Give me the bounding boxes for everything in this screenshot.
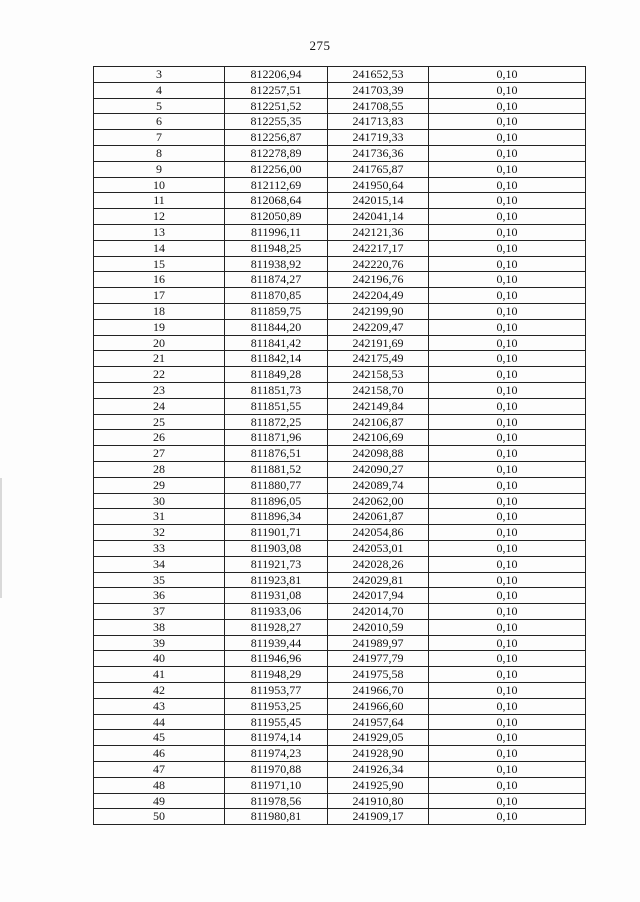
table-row — [94, 762, 586, 778]
table-row — [94, 667, 586, 683]
point-number-cell: 22 — [94, 367, 225, 383]
x-coordinate-cell: 811970,88 — [225, 762, 328, 778]
value-cell: 0,10 — [429, 67, 586, 83]
x-coordinate-cell: 811928,27 — [225, 619, 328, 635]
value-cell: 0,10 — [429, 382, 586, 398]
y-coordinate-cell: 241957,64 — [328, 714, 429, 730]
table-row — [94, 793, 586, 809]
table-row — [94, 714, 586, 730]
point-number-cell: 38 — [94, 619, 225, 635]
value-cell: 0,10 — [429, 256, 586, 272]
point-number-cell: 45 — [94, 730, 225, 746]
y-coordinate-cell: 241928,90 — [328, 746, 429, 762]
x-coordinate-cell: 811849,28 — [225, 367, 328, 383]
value-cell: 0,10 — [429, 651, 586, 667]
point-number-cell: 25 — [94, 414, 225, 430]
y-coordinate-cell: 242196,76 — [328, 272, 429, 288]
x-coordinate-cell: 811903,08 — [225, 540, 328, 556]
x-coordinate-cell: 811901,71 — [225, 525, 328, 541]
point-number-cell: 17 — [94, 288, 225, 304]
y-coordinate-cell: 242062,00 — [328, 493, 429, 509]
point-number-cell: 28 — [94, 461, 225, 477]
table-row — [94, 398, 586, 414]
value-cell: 0,10 — [429, 809, 586, 825]
x-coordinate-cell: 811978,56 — [225, 793, 328, 809]
y-coordinate-cell: 242089,74 — [328, 477, 429, 493]
table-row — [94, 509, 586, 525]
point-number-cell: 43 — [94, 698, 225, 714]
x-coordinate-cell: 811870,85 — [225, 288, 328, 304]
value-cell: 0,10 — [429, 604, 586, 620]
point-number-cell: 31 — [94, 509, 225, 525]
x-coordinate-cell: 811953,77 — [225, 683, 328, 699]
x-coordinate-cell: 811974,14 — [225, 730, 328, 746]
value-cell: 0,10 — [429, 762, 586, 778]
x-coordinate-cell: 812257,51 — [225, 82, 328, 98]
point-number-cell: 32 — [94, 525, 225, 541]
point-number-cell: 21 — [94, 351, 225, 367]
table-row — [94, 130, 586, 146]
x-coordinate-cell: 811933,06 — [225, 604, 328, 620]
x-coordinate-cell: 812050,89 — [225, 209, 328, 225]
table-row — [94, 256, 586, 272]
point-number-cell: 48 — [94, 777, 225, 793]
x-coordinate-cell: 812251,52 — [225, 98, 328, 114]
y-coordinate-cell: 242041,14 — [328, 209, 429, 225]
y-coordinate-cell: 241909,17 — [328, 809, 429, 825]
table-row — [94, 272, 586, 288]
y-coordinate-cell: 241925,90 — [328, 777, 429, 793]
value-cell: 0,10 — [429, 193, 586, 209]
value-cell: 0,10 — [429, 319, 586, 335]
table-row — [94, 82, 586, 98]
y-coordinate-cell: 241977,79 — [328, 651, 429, 667]
y-coordinate-cell: 242028,26 — [328, 556, 429, 572]
value-cell: 0,10 — [429, 224, 586, 240]
value-cell: 0,10 — [429, 588, 586, 604]
x-coordinate-cell: 812068,64 — [225, 193, 328, 209]
x-coordinate-cell: 811842,14 — [225, 351, 328, 367]
point-number-cell: 15 — [94, 256, 225, 272]
table-row — [94, 351, 586, 367]
table-row — [94, 604, 586, 620]
y-coordinate-cell: 242121,36 — [328, 224, 429, 240]
point-number-cell: 29 — [94, 477, 225, 493]
table-row — [94, 477, 586, 493]
value-cell: 0,10 — [429, 446, 586, 462]
y-coordinate-cell: 241765,87 — [328, 161, 429, 177]
point-number-cell: 42 — [94, 683, 225, 699]
x-coordinate-cell: 812112,69 — [225, 177, 328, 193]
table-row — [94, 161, 586, 177]
table-row — [94, 98, 586, 114]
table-row — [94, 335, 586, 351]
table-row — [94, 414, 586, 430]
table-row — [94, 683, 586, 699]
table-row — [94, 209, 586, 225]
value-cell: 0,10 — [429, 793, 586, 809]
point-number-cell: 3 — [94, 67, 225, 83]
point-number-cell: 8 — [94, 145, 225, 161]
value-cell: 0,10 — [429, 493, 586, 509]
y-coordinate-cell: 241966,60 — [328, 698, 429, 714]
y-coordinate-cell: 242106,69 — [328, 430, 429, 446]
x-coordinate-cell: 811874,27 — [225, 272, 328, 288]
table-row — [94, 430, 586, 446]
y-coordinate-cell: 242010,59 — [328, 619, 429, 635]
value-cell: 0,10 — [429, 161, 586, 177]
y-coordinate-cell: 241713,83 — [328, 114, 429, 130]
point-number-cell: 16 — [94, 272, 225, 288]
y-coordinate-cell: 242217,17 — [328, 240, 429, 256]
point-number-cell: 40 — [94, 651, 225, 667]
table-row — [94, 114, 586, 130]
x-coordinate-cell: 812206,94 — [225, 67, 328, 83]
y-coordinate-cell: 241989,97 — [328, 635, 429, 651]
y-coordinate-cell: 241703,39 — [328, 82, 429, 98]
point-number-cell: 26 — [94, 430, 225, 446]
point-number-cell: 37 — [94, 604, 225, 620]
y-coordinate-cell: 241708,55 — [328, 98, 429, 114]
value-cell: 0,10 — [429, 177, 586, 193]
point-number-cell: 4 — [94, 82, 225, 98]
page-number: 275 — [309, 38, 331, 53]
value-cell: 0,10 — [429, 335, 586, 351]
x-coordinate-cell: 811974,23 — [225, 746, 328, 762]
x-coordinate-cell: 811851,55 — [225, 398, 328, 414]
table-row — [94, 177, 586, 193]
value-cell: 0,10 — [429, 272, 586, 288]
point-number-cell: 23 — [94, 382, 225, 398]
y-coordinate-cell: 242209,47 — [328, 319, 429, 335]
x-coordinate-cell: 811876,51 — [225, 446, 328, 462]
x-coordinate-cell: 811939,44 — [225, 635, 328, 651]
y-coordinate-cell: 242149,84 — [328, 398, 429, 414]
value-cell: 0,10 — [429, 398, 586, 414]
table-row — [94, 145, 586, 161]
value-cell: 0,10 — [429, 635, 586, 651]
x-coordinate-cell: 811955,45 — [225, 714, 328, 730]
point-number-cell: 20 — [94, 335, 225, 351]
point-number-cell: 46 — [94, 746, 225, 762]
value-cell: 0,10 — [429, 777, 586, 793]
point-number-cell: 47 — [94, 762, 225, 778]
y-coordinate-cell: 241975,58 — [328, 667, 429, 683]
y-coordinate-cell: 241719,33 — [328, 130, 429, 146]
table-row — [94, 635, 586, 651]
value-cell: 0,10 — [429, 698, 586, 714]
value-cell: 0,10 — [429, 114, 586, 130]
value-cell: 0,10 — [429, 288, 586, 304]
table-row — [94, 367, 586, 383]
value-cell: 0,10 — [429, 82, 586, 98]
y-coordinate-cell: 242106,87 — [328, 414, 429, 430]
table-row — [94, 319, 586, 335]
coordinates-table — [93, 66, 586, 825]
y-coordinate-cell: 241910,80 — [328, 793, 429, 809]
y-coordinate-cell: 242158,53 — [328, 367, 429, 383]
y-coordinate-cell: 241926,34 — [328, 762, 429, 778]
value-cell: 0,10 — [429, 240, 586, 256]
value-cell: 0,10 — [429, 746, 586, 762]
x-coordinate-cell: 811948,29 — [225, 667, 328, 683]
y-coordinate-cell: 242220,76 — [328, 256, 429, 272]
table-row — [94, 240, 586, 256]
y-coordinate-cell: 242054,86 — [328, 525, 429, 541]
table-row — [94, 556, 586, 572]
x-coordinate-cell: 812278,89 — [225, 145, 328, 161]
table-row — [94, 651, 586, 667]
x-coordinate-cell: 811923,81 — [225, 572, 328, 588]
value-cell: 0,10 — [429, 572, 586, 588]
table-row — [94, 303, 586, 319]
y-coordinate-cell: 242090,27 — [328, 461, 429, 477]
x-coordinate-cell: 811881,52 — [225, 461, 328, 477]
value-cell: 0,10 — [429, 683, 586, 699]
point-number-cell: 18 — [94, 303, 225, 319]
table-row — [94, 461, 586, 477]
point-number-cell: 33 — [94, 540, 225, 556]
x-coordinate-cell: 811880,77 — [225, 477, 328, 493]
y-coordinate-cell: 241950,64 — [328, 177, 429, 193]
y-coordinate-cell: 242098,88 — [328, 446, 429, 462]
x-coordinate-cell: 811844,20 — [225, 319, 328, 335]
value-cell: 0,10 — [429, 556, 586, 572]
point-number-cell: 9 — [94, 161, 225, 177]
point-number-cell: 34 — [94, 556, 225, 572]
table-row — [94, 288, 586, 304]
y-coordinate-cell: 242191,69 — [328, 335, 429, 351]
x-coordinate-cell: 811946,96 — [225, 651, 328, 667]
table-row — [94, 193, 586, 209]
y-coordinate-cell: 241966,70 — [328, 683, 429, 699]
x-coordinate-cell: 811996,11 — [225, 224, 328, 240]
scan-edge-mark — [0, 478, 2, 598]
x-coordinate-cell: 812256,00 — [225, 161, 328, 177]
x-coordinate-cell: 811953,25 — [225, 698, 328, 714]
point-number-cell: 13 — [94, 224, 225, 240]
y-coordinate-cell: 242029,81 — [328, 572, 429, 588]
value-cell: 0,10 — [429, 461, 586, 477]
y-coordinate-cell: 241652,53 — [328, 67, 429, 83]
x-coordinate-cell: 811896,05 — [225, 493, 328, 509]
point-number-cell: 10 — [94, 177, 225, 193]
x-coordinate-cell: 811971,10 — [225, 777, 328, 793]
table-row — [94, 746, 586, 762]
table-row — [94, 588, 586, 604]
point-number-cell: 44 — [94, 714, 225, 730]
value-cell: 0,10 — [429, 145, 586, 161]
value-cell: 0,10 — [429, 540, 586, 556]
table-row — [94, 525, 586, 541]
table-row — [94, 730, 586, 746]
x-coordinate-cell: 811859,75 — [225, 303, 328, 319]
y-coordinate-cell: 242015,14 — [328, 193, 429, 209]
point-number-cell: 11 — [94, 193, 225, 209]
table-row — [94, 619, 586, 635]
value-cell: 0,10 — [429, 714, 586, 730]
point-number-cell: 39 — [94, 635, 225, 651]
x-coordinate-cell: 811921,73 — [225, 556, 328, 572]
point-number-cell: 36 — [94, 588, 225, 604]
y-coordinate-cell: 242014,70 — [328, 604, 429, 620]
y-coordinate-cell: 242017,94 — [328, 588, 429, 604]
point-number-cell: 24 — [94, 398, 225, 414]
point-number-cell: 5 — [94, 98, 225, 114]
value-cell: 0,10 — [429, 430, 586, 446]
table-row — [94, 382, 586, 398]
value-cell: 0,10 — [429, 730, 586, 746]
value-cell: 0,10 — [429, 130, 586, 146]
y-coordinate-cell: 241736,36 — [328, 145, 429, 161]
point-number-cell: 41 — [94, 667, 225, 683]
table-row — [94, 572, 586, 588]
table-row — [94, 777, 586, 793]
table-row — [94, 67, 586, 83]
y-coordinate-cell: 242175,49 — [328, 351, 429, 367]
value-cell: 0,10 — [429, 414, 586, 430]
value-cell: 0,10 — [429, 667, 586, 683]
point-number-cell: 19 — [94, 319, 225, 335]
table-row — [94, 809, 586, 825]
y-coordinate-cell: 242199,90 — [328, 303, 429, 319]
table-row — [94, 698, 586, 714]
value-cell: 0,10 — [429, 619, 586, 635]
value-cell: 0,10 — [429, 525, 586, 541]
table-row — [94, 224, 586, 240]
value-cell: 0,10 — [429, 98, 586, 114]
value-cell: 0,10 — [429, 209, 586, 225]
value-cell: 0,10 — [429, 303, 586, 319]
x-coordinate-cell: 811872,25 — [225, 414, 328, 430]
x-coordinate-cell: 812256,87 — [225, 130, 328, 146]
point-number-cell: 6 — [94, 114, 225, 130]
x-coordinate-cell: 811948,25 — [225, 240, 328, 256]
point-number-cell: 7 — [94, 130, 225, 146]
point-number-cell: 12 — [94, 209, 225, 225]
x-coordinate-cell: 811938,92 — [225, 256, 328, 272]
coordinates-table-container — [93, 66, 585, 825]
value-cell: 0,10 — [429, 367, 586, 383]
point-number-cell: 30 — [94, 493, 225, 509]
table-row — [94, 446, 586, 462]
x-coordinate-cell: 812255,35 — [225, 114, 328, 130]
y-coordinate-cell: 242204,49 — [328, 288, 429, 304]
table-row — [94, 493, 586, 509]
x-coordinate-cell: 811931,08 — [225, 588, 328, 604]
point-number-cell: 49 — [94, 793, 225, 809]
value-cell: 0,10 — [429, 351, 586, 367]
x-coordinate-cell: 811841,42 — [225, 335, 328, 351]
x-coordinate-cell: 811896,34 — [225, 509, 328, 525]
table-body — [94, 67, 586, 825]
point-number-cell: 14 — [94, 240, 225, 256]
x-coordinate-cell: 811980,81 — [225, 809, 328, 825]
x-coordinate-cell: 811851,73 — [225, 382, 328, 398]
y-coordinate-cell: 242158,70 — [328, 382, 429, 398]
y-coordinate-cell: 242053,01 — [328, 540, 429, 556]
y-coordinate-cell: 242061,87 — [328, 509, 429, 525]
point-number-cell: 35 — [94, 572, 225, 588]
value-cell: 0,10 — [429, 477, 586, 493]
table-row — [94, 540, 586, 556]
value-cell: 0,10 — [429, 509, 586, 525]
point-number-cell: 50 — [94, 809, 225, 825]
y-coordinate-cell: 241929,05 — [328, 730, 429, 746]
x-coordinate-cell: 811871,96 — [225, 430, 328, 446]
point-number-cell: 27 — [94, 446, 225, 462]
